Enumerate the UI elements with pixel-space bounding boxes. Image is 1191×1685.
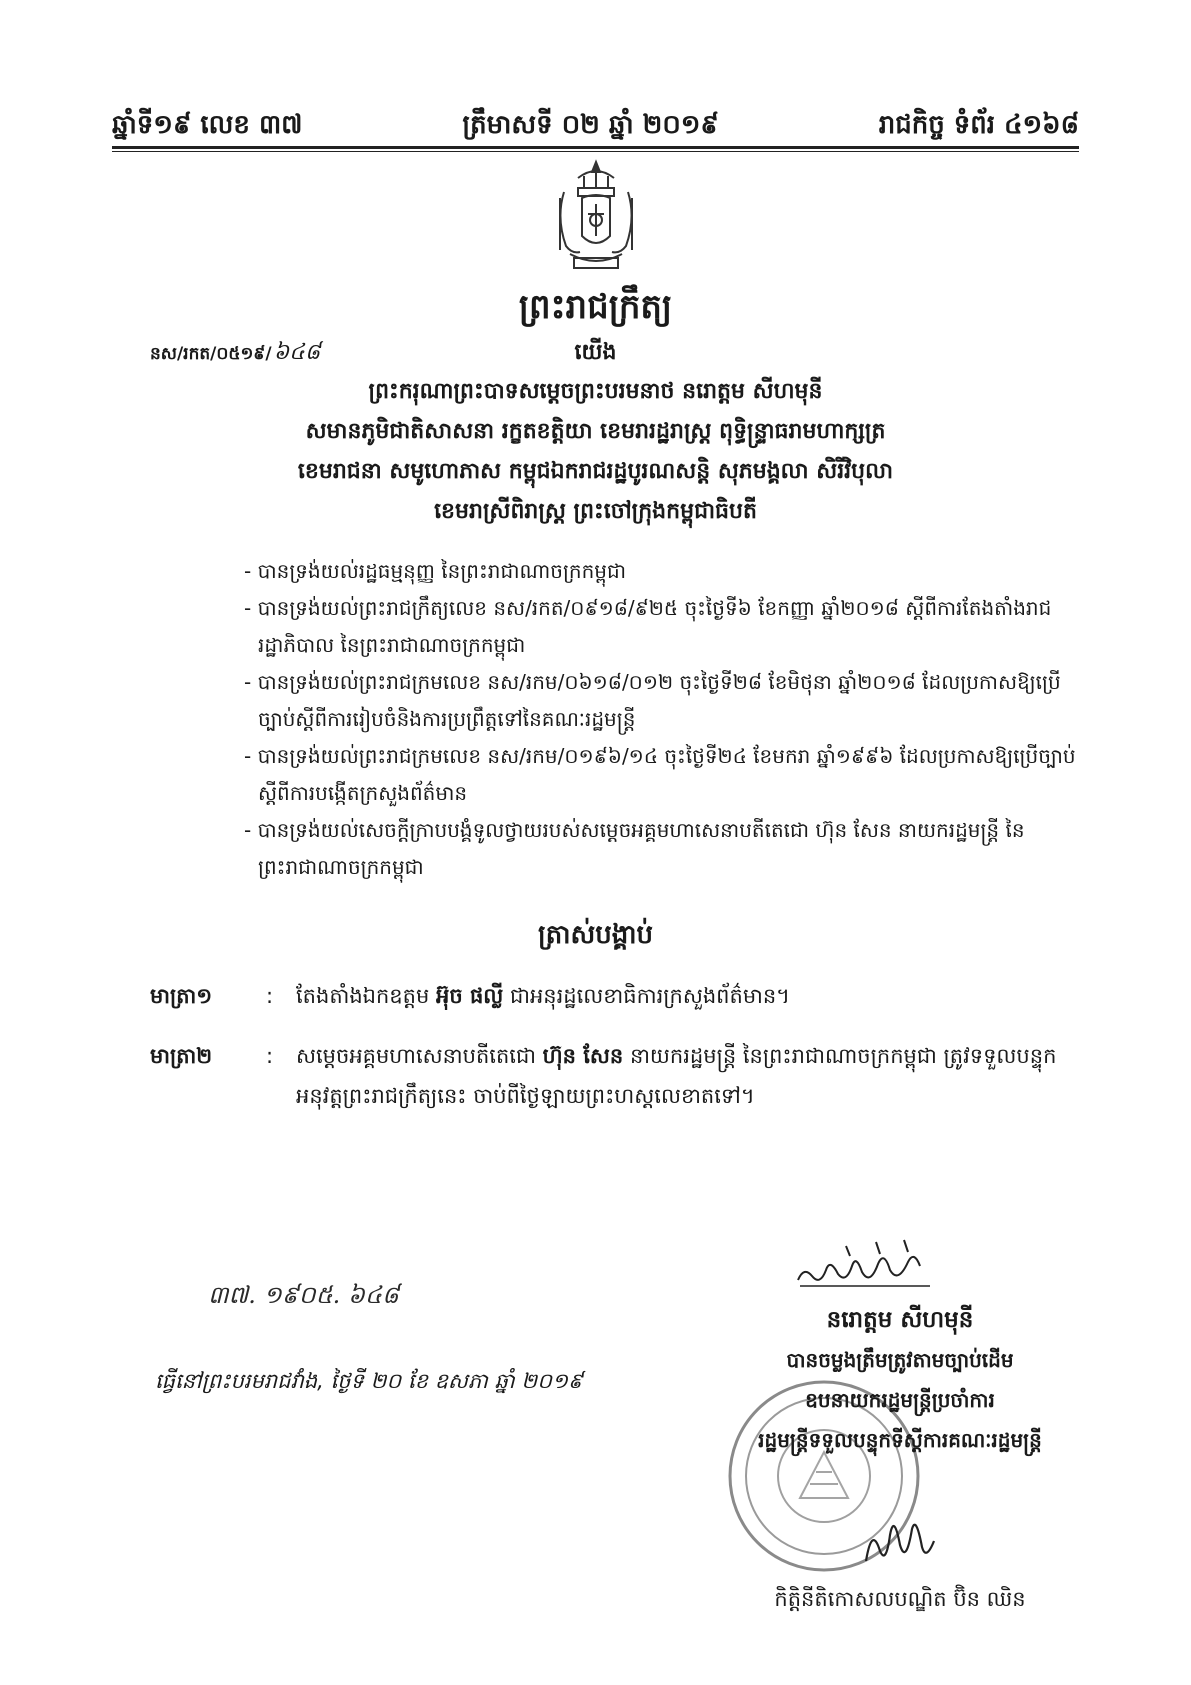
gazette-header <box>112 96 1079 146</box>
we-heading: យើង <box>574 340 617 365</box>
royal-arms-emblem-icon <box>548 158 644 276</box>
article-text-pre: តែងតាំងឯកឧត្តម <box>296 984 436 1008</box>
gazette-year-issue: ឆ្នាំទី១៩ លេខ ៣៧ <box>112 110 303 140</box>
certifier-name: កិត្តិនីតិកោសលបណ្ឌិត ប៊ិន ឈិន <box>774 1587 1026 1611</box>
king-title-line: ខេមរាស្រីពិរាស្ត្រ ព្រះចៅក្រុងកម្ពុជាធិបតី <box>434 499 757 524</box>
article-text-post: ជាអនុរដ្ឋលេខាធិការក្រសួងព័ត៌មាន។ <box>503 984 790 1008</box>
article-colon: : <box>266 984 274 1008</box>
article-1 <box>150 976 1079 1016</box>
king-title-line: ព្រះករុណាព្រះបាទសម្តេចព្រះបរមនាថ នរោត្តម សីហមុនី <box>368 379 823 404</box>
king-titles <box>0 372 1191 532</box>
prime-minister-name: ហ៊ុន សែន <box>542 1044 624 1068</box>
consideration-item: - បានទ្រង់យល់ព្រះរាជក្រមលេខ នស/រកម/០១៩៦/១៤ ចុះថ្ងៃទី២៤ ខែមករា ឆ្នាំ១៩៩៦ ដែលប្រកាសឱ្យប្រើច្បាប់ស្តីពីការបង្កើតក្រសួងព័ត៌មាន <box>244 744 1076 805</box>
gazette-date: ត្រឹមាសទី ០២ ឆ្នាំ ២០១៩ <box>462 110 719 140</box>
certifier-signature <box>860 1505 940 1571</box>
decree-heading: ត្រាស់បង្គាប់ <box>537 920 654 950</box>
article-text <box>296 1036 1079 1116</box>
article-colon: : <box>266 1044 274 1068</box>
gazette-page-number: រាជកិច្ច ទំព័រ ៤១៦៨ <box>878 110 1079 140</box>
consideration-item: - បានទ្រង់យល់ព្រះរាជក្រមលេខ នស/រកម/០៦១៨/០១២ ចុះថ្ងៃទី២៨ ខែមិថុនា ឆ្នាំ២០១៨ ដែលប្រកាសឱ្យប្រើច្បាប់ស្តីពីការរៀបចំនិងការប្រព្រឹត្តទៅនៃគណៈរដ្ឋមន្ត្រី <box>244 670 1061 731</box>
certification-line: បានចម្លងត្រឹមត្រូវតាមច្បាប់ដើម <box>786 1348 1014 1372</box>
considerations-list <box>244 553 1079 886</box>
royal-signature <box>790 1236 940 1292</box>
consideration-item: - បានទ្រង់យល់សេចក្តីក្រាបបង្គំទូលថ្វាយរបស់សម្តេចអគ្គមហាសេនាបតីតេជោ ហ៊ុន សែន នាយករដ្ឋមន្ត្រី នៃព្រះរាជាណាចក្រកម្ពុជា <box>244 818 1025 879</box>
place-and-date: ធ្វើនៅព្រះបរមរាជវាំង, ថ្ងៃទី ២០ ខែ ឧសភា ឆ្នាំ ២០១៩ <box>155 1369 583 1393</box>
king-signature-name: នរោត្តម សីហមុនី <box>826 1307 974 1333</box>
king-title-line: សមានភូមិជាតិសាសនា រក្ខតខត្តិយា ខេមរារដ្ឋរាស្ត្រ ពុទ្ធិន្ទ្រាធរាមហាក្សត្រ <box>305 419 886 444</box>
consideration-item: - បានទ្រង់យល់ព្រះរាជក្រឹត្យលេខ នស/រកត/០៩១៨/៩២៥ ចុះថ្ងៃទី៦ ខែកញ្ញា ឆ្នាំ២០១៨ ស្តីពីការតែងតាំងរាជរដ្ឋាភិបាល នៃព្រះរាជាណាចក្រកម្ពុជា <box>244 596 1052 657</box>
certification-line: ឧបនាយករដ្ឋមន្ត្រីប្រចាំការ <box>805 1388 995 1412</box>
document-title: ព្រះរាជក្រឹត្យ <box>518 287 673 327</box>
header-divider <box>112 146 1079 149</box>
king-title-line: ខេមរាជនា សមូហោភាស កម្ពុជឯករាជរដ្ឋបូរណសន្តិ សុភមង្គលា សិរីវិបុលា <box>297 459 894 484</box>
article-text-post: នាយករដ្ឋមន្ត្រី នៃព្រះរាជាណាចក្រកម្ពុជា ត្រូវទទួលបន្ទុកអនុវត្តព្រះរាជក្រឹត្យនេះ ចាប់ពីថ្ងៃឡាយព្រះហស្តលេខាតទៅ។ <box>296 1044 1057 1108</box>
article-2 <box>150 1036 1079 1116</box>
certification-line: រដ្ឋមន្ត្រីទទួលបន្ទុកទីស្តីការគណៈរដ្ឋមន្ត្រី <box>758 1428 1042 1452</box>
reference-printed: នស/រកត/០៥១៩/ <box>150 344 272 364</box>
reference-handwritten: ៦៤៨ <box>273 340 321 365</box>
article-text-pre: សម្តេចអគ្គមហាសេនាបតីតេជោ <box>296 1044 543 1068</box>
consideration-item: - បានទ្រង់យល់រដ្ឋធម្មនុញ្ញ នៃព្រះរាជាណាចក្រកម្ពុជា <box>244 559 627 583</box>
article-text <box>296 976 1079 1016</box>
header-divider-thin <box>112 151 1079 152</box>
appointee-name: អ៊ុច ផល្លី <box>435 984 504 1008</box>
article-label: មាត្រា១ <box>150 984 213 1008</box>
handwritten-reference: ៣៧. ១៩០៥. ៦៤៨ <box>208 1281 399 1309</box>
article-label: មាត្រា២ <box>150 1044 213 1068</box>
signature-block <box>690 1300 1110 1460</box>
